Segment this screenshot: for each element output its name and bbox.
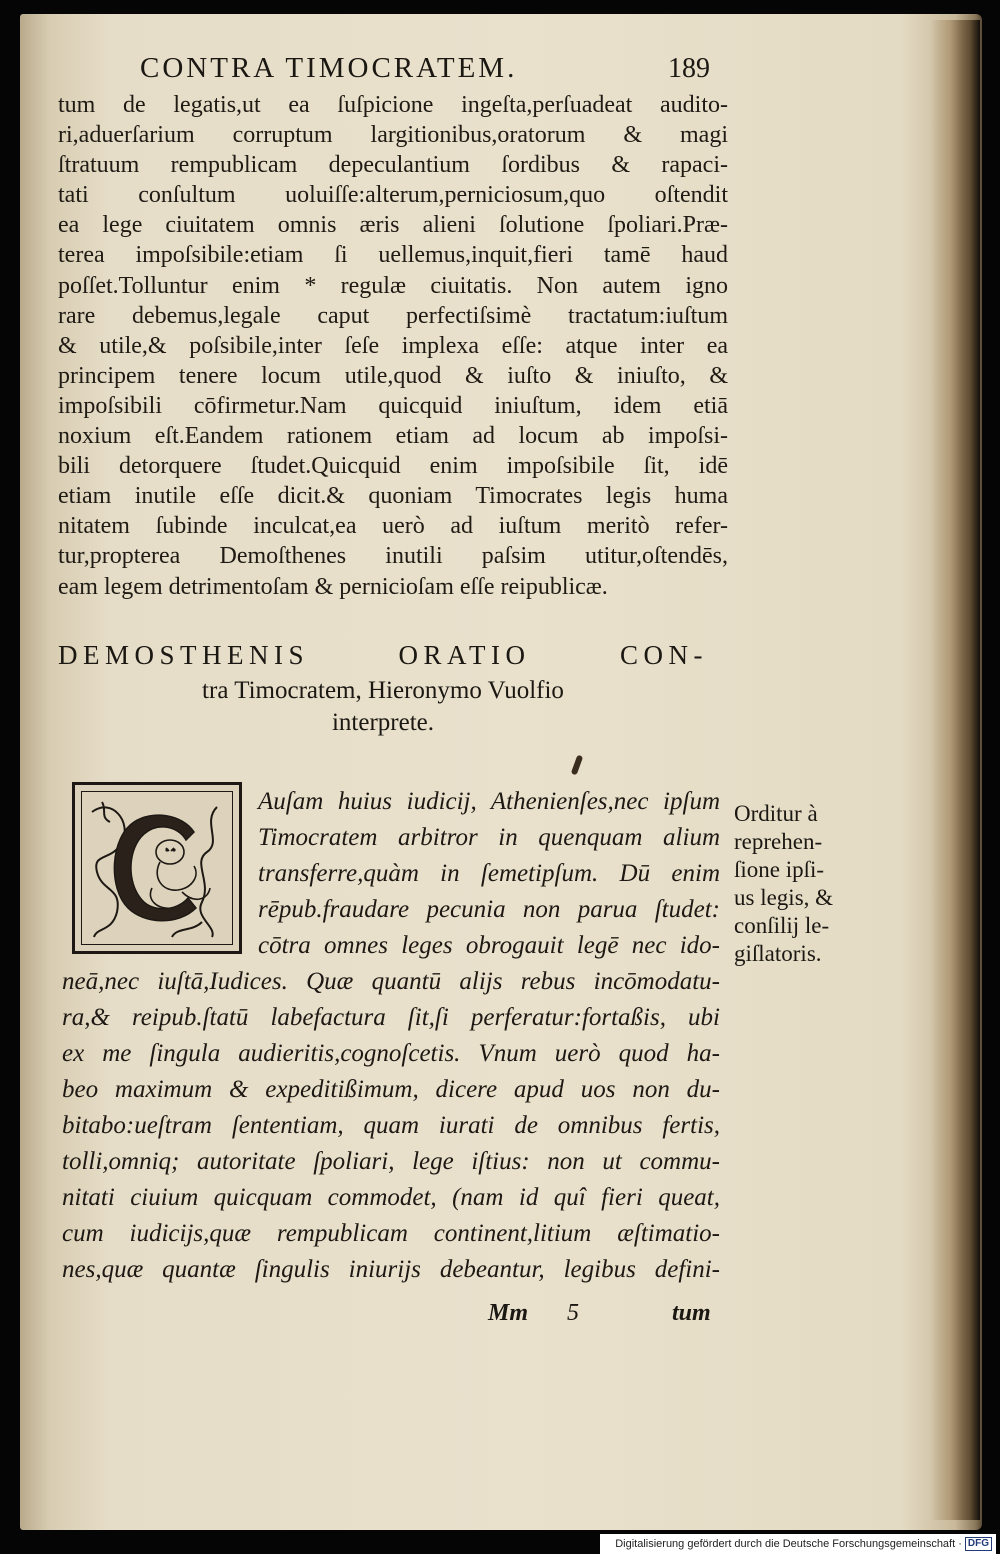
text-line: tum de legatis,ut ea ſuſpicione ingeſta,perſuadeat audito- bbox=[58, 92, 728, 118]
text-line: poſſet.Tolluntur enim * regulæ ciuitatis. Non autem igno bbox=[58, 272, 728, 299]
text-line: etiam inutile eſſe dicit.& quoniam Timocrates legis huma bbox=[58, 483, 728, 510]
page-number: 189 bbox=[668, 53, 710, 84]
page-edge-shadow bbox=[930, 20, 980, 1520]
commentary-text bbox=[58, 90, 728, 602]
text-line: ſtratuum rempublicam depeculantium ſordibus & rapaci- bbox=[58, 152, 728, 179]
text-line: transferre,quàm in ſemetipſum. Dū enim bbox=[258, 860, 720, 887]
text-line: ex me ſingula audieritis,cognoſcetis. Vnum uerò quod ha- bbox=[62, 1040, 720, 1067]
text-line: rare debemus,legale caput perfectiſsimè tractatum:iuſtum bbox=[58, 302, 728, 329]
text-line: rēpub.fraudare pecunia non parua ſtudet: bbox=[258, 896, 720, 923]
text-line: ri,aduerſarium corruptum largitionibus,oratorum & magi bbox=[58, 122, 728, 149]
marginal-line: ſione ipſi- bbox=[734, 857, 825, 882]
text-line: ra,& reipub.ſtatū labefactura ſit,ſi perferatur:fortaßis, ubi bbox=[62, 1004, 720, 1031]
text-line: ea lege ciuitatem omnis æris alieni ſolutione ſpoliari.Præ- bbox=[58, 212, 728, 239]
marginal-line: us legis, & bbox=[734, 885, 834, 910]
catchword: tum bbox=[672, 1300, 711, 1326]
text-line: beo maximum & expeditißimum, dicere apud uos non du- bbox=[62, 1076, 720, 1103]
text-line: terea impoſsibile:etiam ſi uellemus,inquit,fieri tamē haud bbox=[58, 242, 728, 269]
marginal-line: reprehen- bbox=[734, 829, 823, 854]
running-head: CONTRA TIMOCRATEM. bbox=[140, 52, 518, 84]
gathering-signature: Mm bbox=[488, 1300, 529, 1326]
dfg-logo-icon: DFG bbox=[965, 1537, 992, 1551]
oration-opening-indented bbox=[258, 784, 720, 964]
marginal-note bbox=[734, 800, 858, 968]
text-line: noxium eſt.Eandem rationem etiam ad locum ab impoſsi- bbox=[58, 423, 728, 450]
text-line: & utile,& poſsibile,inter ſeſe implexa eſſe: atque inter ea bbox=[58, 332, 728, 359]
marginal-line: giſlatoris. bbox=[734, 941, 822, 966]
digitization-notice: Digitalisierung gefördert durch die Deutsche Forschungsgemeinschaft · bbox=[615, 1538, 962, 1550]
initial-illustration bbox=[82, 792, 232, 944]
text-line: neā,nec iuſtā,Iudices. Quæ quantū alijs rebus incōmodatu- bbox=[62, 968, 720, 995]
text-line: tati conſultum uoluiſſe:alterum,perniciosum,quo oſtendit bbox=[58, 182, 728, 209]
marginal-line: conſilij le- bbox=[734, 913, 830, 938]
heading-line: interprete. bbox=[331, 709, 435, 736]
text-line: tolli,omniq; autoritate ſpoliari, lege iſtius: non ut commu- bbox=[62, 1148, 720, 1175]
text-line: bili detorquere ſtudet.Quicquid enim impoſsibile ſit, idē bbox=[58, 453, 728, 480]
text-line: nitati ciuium quicquam commodet, (nam id quî fieri queat, bbox=[62, 1184, 720, 1211]
heading-line: tra Timocratem, Hieronymo Vuolfio bbox=[202, 677, 564, 704]
text-line: Timocratem arbitror in quenquam alium bbox=[258, 824, 720, 851]
marginal-line: Orditur à bbox=[734, 801, 818, 826]
text-line: cōtra omnes leges obrogauit legē nec ido- bbox=[258, 932, 720, 959]
digitization-footer bbox=[600, 1534, 996, 1554]
signature-number: 5 bbox=[567, 1300, 579, 1326]
text-line: nes,quæ quantæ ſingulis iniurijs debeantur, legibus defini- bbox=[62, 1256, 720, 1283]
text-line: bitabo:ueſtram ſententiam, quam iurati de omnibus fertis, bbox=[62, 1112, 720, 1139]
text-line: tur,propterea Demoſthenes inutili paſsim utitur,oſtendēs, bbox=[58, 543, 728, 570]
text-line: nitatem ſubinde inculcat,ea uerò ad iuſtum meritò refer- bbox=[58, 513, 728, 540]
decorated-initial-c-icon bbox=[72, 782, 242, 954]
oration-text bbox=[62, 964, 720, 1288]
heading-line: DEMOSTHENIS ORATIO CON- bbox=[58, 640, 708, 670]
text-line: cum iudicijs,quæ rempublicam continent,litium æſtimatio- bbox=[62, 1220, 720, 1247]
text-line: principem tenere locum utile,quod & iuſto & iniuſto, & bbox=[58, 362, 728, 389]
text-line: impoſsibili cōfirmetur.Nam quicquid iniuſtum, idem etiā bbox=[58, 392, 728, 419]
oration-heading bbox=[58, 640, 708, 741]
text-line: eam legem detrimentoſam & pernicioſam eſſe reipublicæ. bbox=[58, 573, 608, 600]
text-line: Auſam huius iudicij, Athenienſes,nec ipſum bbox=[258, 788, 720, 815]
